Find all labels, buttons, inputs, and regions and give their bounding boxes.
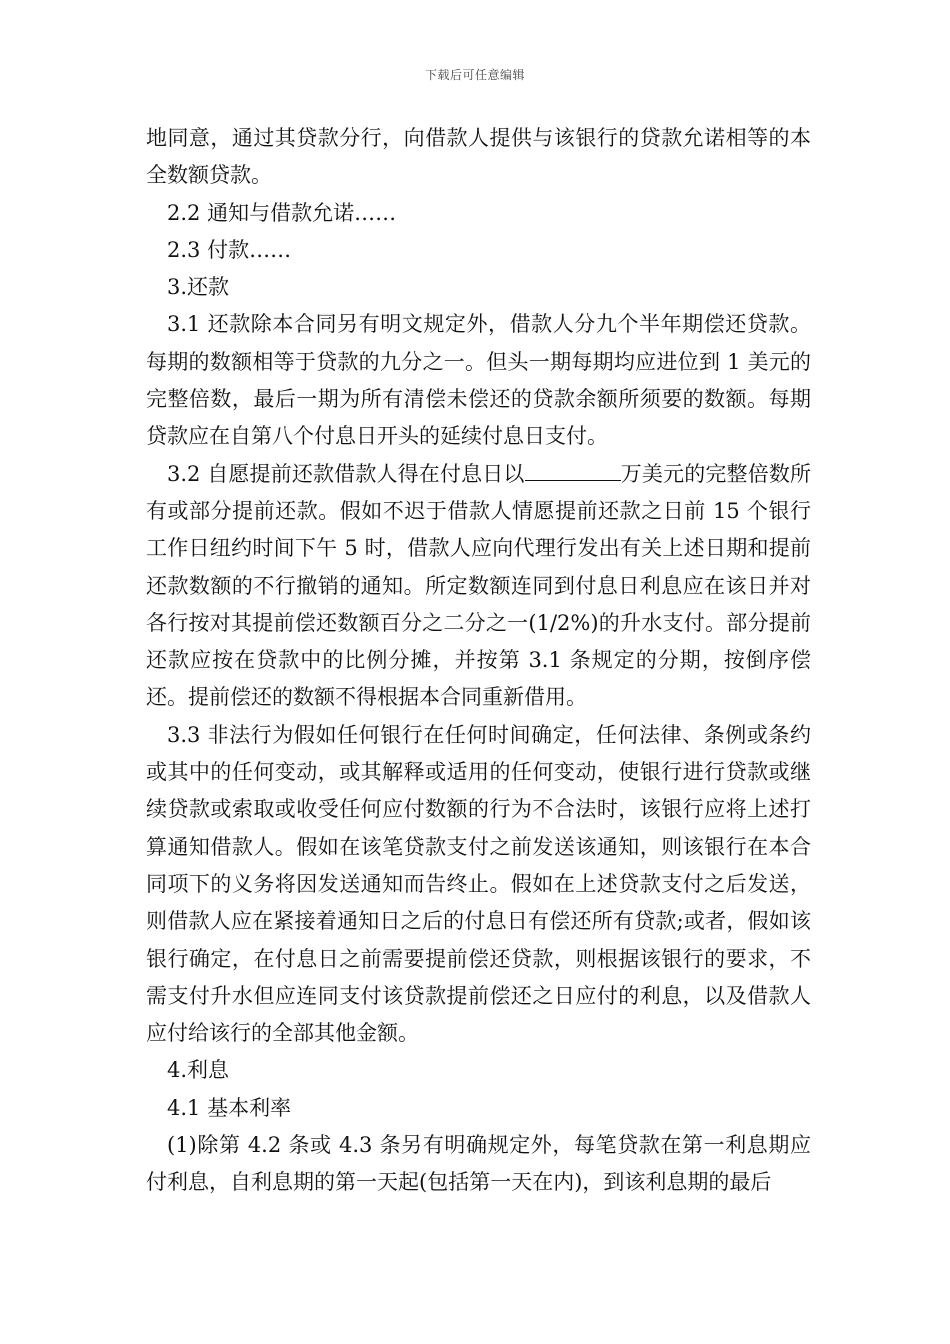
paragraph-3-2 — [146, 456, 811, 717]
document-body — [146, 120, 811, 1202]
paragraph-3-2-rest: 万美元的完整倍数所有或部分提前还款。假如不迟于借款人情愿提前还款之日前 15 个银行工作日纽约时间下午 5 时，借款人应向代理行发出有关上述日期和提前还款数额的不行撤销的通知。所定数额连同到付息日利息应在该日并对各行按对其提前偿还数额百分之二分之一(1/2%)的升水支付。部分提前还款应按在贷款中的比例分摊，并按第 3.1 条规定的分期，按倒序偿还。提前偿还的数额不得根据本合同重新借用。 — [146, 461, 812, 710]
paragraph-2-3: 2.3 付款…… — [167, 237, 292, 262]
paragraph-3-3: 3.3 非法行为假如任何银行在任何时间确定，任何法律、条例或条约或其中的任何变动，或其解释或适用的任何变动，使银行进行贷款或继续贷款或索取或收受任何应付数额的行为不合法时，该银行应将上述打算通知借款人。假如在该笔贷款支付之前发送该通知，则该银行在本合同项下的义务将因发送通知而告终止。假如在上述贷款支付之后发送，则借款人应在紧接着通知日之后的付息日有偿还所有贷款;或者，假如该银行确定，在付息日之前需要提前偿还贷款，则根据该银行的要求，不需支付升水但应连同支付该贷款提前偿还之日应付的利息，以及借款人应付给该行的全部其他金额。 — [146, 722, 811, 1046]
paragraph-2-2: 2.2 通知与借款允诺…… — [167, 200, 397, 225]
fill-in-blank — [525, 460, 621, 481]
heading-3-repayment: 3.还款 — [167, 275, 230, 300]
paragraph-3-1: 3.1 还款除本合同另有明文规定外，借款人分九个半年期偿还贷款。每期的数额相等于贷款的九分之一。但头一期每期均应进位到 1 美元的完整倍数，最后一期为所有清偿未偿还的贷款余额所须要的数额。每期贷款应在自第八个付息日开头的延续付息日支付。 — [146, 312, 811, 449]
heading-4-interest: 4.利息 — [167, 1058, 230, 1083]
paragraph-continuation: 地同意，通过其贷款分行，向借款人提供与该银行的贷款允诺相等的本全数额贷款。 — [146, 126, 811, 188]
heading-4-1-base-rate: 4.1 基本利率 — [167, 1095, 292, 1120]
page-header: 下载后可任意编辑 — [424, 68, 525, 82]
paragraph-3-2-start: 3.2 自愿提前还款借款人得在付息日以 — [167, 461, 525, 486]
paragraph-4-1-1: (1)除第 4.2 条或 4.3 条另有明确规定外，每笔贷款在第一利息期应付利息，自利息期的第一天起(包括第一天在内)，到该利息期的最后 — [146, 1133, 811, 1195]
